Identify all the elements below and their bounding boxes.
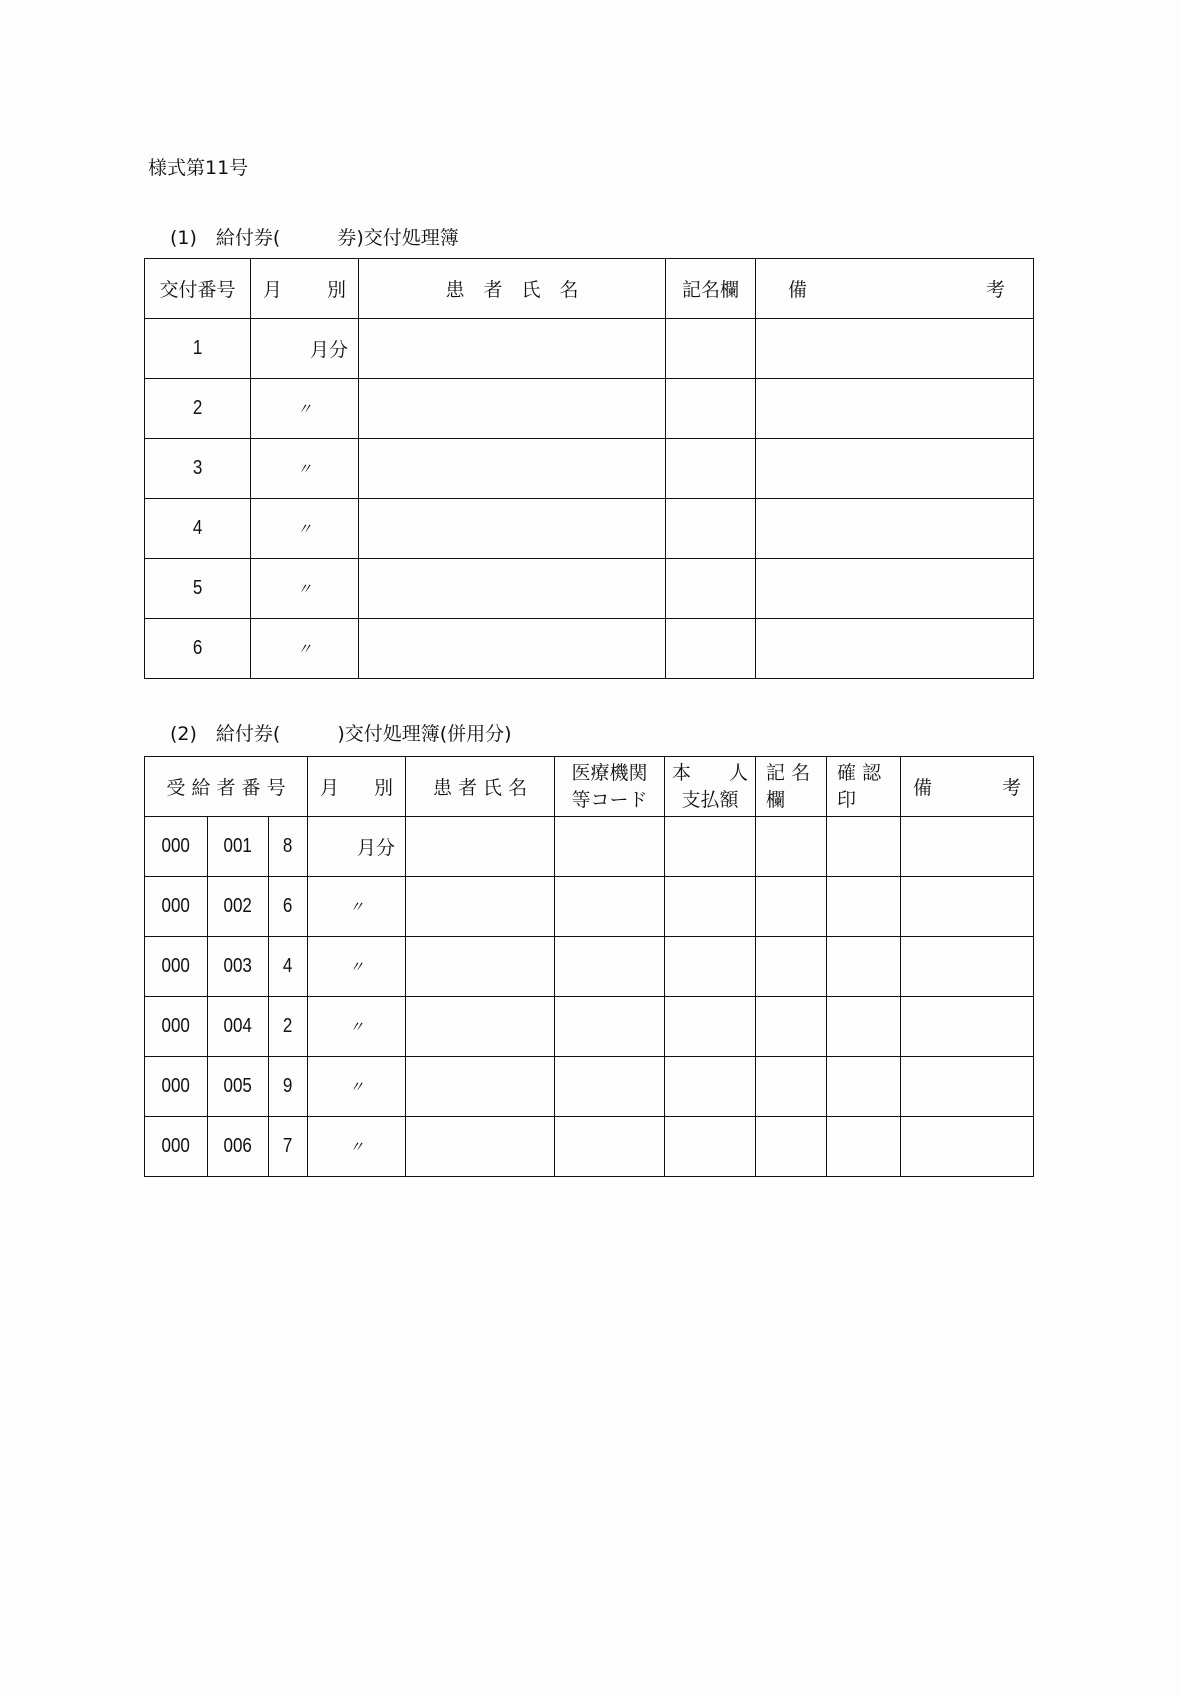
cell-patient-name[interactable] [359,319,666,379]
header-self-payment: 本 人 支払額 [665,757,756,817]
cell-check-digit: 7 [269,1117,308,1177]
cell-signature[interactable] [756,997,827,1057]
header-confirm-seal: 確 認 印 [827,757,901,817]
cell-remarks[interactable] [756,619,1034,679]
table-row [145,619,1034,679]
cell-self-payment[interactable] [665,817,756,877]
cell-check-digit: 4 [269,937,308,997]
table-row [145,559,1034,619]
table-row [145,499,1034,559]
cell-recipient-part2: 006 [208,1117,269,1177]
table-row [145,937,1034,997]
table-row [145,817,1034,877]
cell-confirm-seal[interactable] [827,877,901,937]
cell-number: 5 [145,559,251,619]
cell-number: 6 [145,619,251,679]
issuance-register-table [144,258,1034,679]
cell-signature[interactable] [756,877,827,937]
cell-month: 〃 [251,499,359,559]
cell-number: 2 [145,379,251,439]
cell-remarks[interactable] [756,319,1034,379]
cell-month: 〃 [308,997,406,1057]
cell-number: 3 [145,439,251,499]
cell-number: 1 [145,319,251,379]
combined-issuance-register-table [144,756,1034,1177]
cell-remarks[interactable] [901,817,1034,877]
header-month-b: 別 [326,279,346,301]
cell-remarks[interactable] [901,877,1034,937]
form-title: 様式第11号 [148,157,249,179]
cell-remarks[interactable] [901,1057,1034,1117]
cell-self-payment[interactable] [665,937,756,997]
cell-patient-name[interactable] [359,439,666,499]
cell-institution-code[interactable] [555,1117,665,1177]
cell-month: 月分 [308,817,406,877]
cell-month: 〃 [251,619,359,679]
cell-institution-code[interactable] [555,817,665,877]
cell-remarks[interactable] [756,439,1034,499]
header-remarks: 備 考 [901,757,1034,817]
cell-check-digit: 2 [269,997,308,1057]
cell-patient-name[interactable] [406,937,555,997]
cell-recipient-part1: 000 [145,1117,208,1177]
cell-month: 〃 [308,937,406,997]
cell-signature[interactable] [756,1057,827,1117]
header-remarks-a: 備 [788,279,808,301]
table-row [145,439,1034,499]
cell-month: 〃 [251,379,359,439]
cell-patient-name[interactable] [359,619,666,679]
cell-self-payment[interactable] [665,997,756,1057]
cell-self-payment[interactable] [665,1117,756,1177]
cell-institution-code[interactable] [555,1057,665,1117]
section2-label: (2) 給付券( )交付処理簿(併用分) [170,723,512,745]
cell-remarks[interactable] [901,1117,1034,1177]
table-row [145,1117,1034,1177]
cell-signature[interactable] [666,499,756,559]
header-month [251,259,359,319]
cell-self-payment[interactable] [665,877,756,937]
cell-remarks[interactable] [901,937,1034,997]
cell-signature[interactable] [666,379,756,439]
cell-check-digit: 8 [269,817,308,877]
cell-patient-name[interactable] [406,877,555,937]
cell-institution-code[interactable] [555,937,665,997]
cell-signature[interactable] [666,559,756,619]
cell-confirm-seal[interactable] [827,937,901,997]
cell-signature[interactable] [756,1117,827,1177]
cell-patient-name[interactable] [406,997,555,1057]
header-recipient-number: 受 給 者 番 号 [145,757,308,817]
cell-recipient-part1: 000 [145,817,208,877]
cell-check-digit: 9 [269,1057,308,1117]
header-patient-name: 患 者 氏 名 [406,757,555,817]
table-row [145,1057,1034,1117]
cell-remarks[interactable] [901,997,1034,1057]
cell-month: 〃 [308,1057,406,1117]
header-month-a: 月 [320,777,340,799]
cell-institution-code[interactable] [555,877,665,937]
cell-patient-name[interactable] [406,1057,555,1117]
cell-month: 月分 [251,319,359,379]
cell-recipient-part2: 002 [208,877,269,937]
table-header-row [145,259,1034,319]
cell-patient-name[interactable] [359,559,666,619]
cell-signature[interactable] [666,319,756,379]
cell-month: 〃 [308,877,406,937]
cell-month: 〃 [251,439,359,499]
cell-recipient-part2: 005 [208,1057,269,1117]
header-month-b: 別 [374,777,394,799]
section1-label: (1) 給付券( 券)交付処理簿 [170,227,459,249]
cell-recipient-part2: 001 [208,817,269,877]
cell-self-payment[interactable] [665,1057,756,1117]
table-row [145,877,1034,937]
header-patient-name: 患 者 氏 名 [359,259,666,319]
cell-number: 4 [145,499,251,559]
cell-recipient-part1: 000 [145,877,208,937]
cell-patient-name[interactable] [406,1117,555,1177]
cell-remarks[interactable] [756,559,1034,619]
cell-signature[interactable] [756,817,827,877]
cell-check-digit: 6 [269,877,308,937]
header-signature: 記 名 欄 [756,757,827,817]
cell-confirm-seal[interactable] [827,1117,901,1177]
table-row [145,319,1034,379]
cell-remarks[interactable] [756,499,1034,559]
header-remarks [756,259,1034,319]
cell-recipient-part1: 000 [145,997,208,1057]
cell-confirm-seal[interactable] [827,1057,901,1117]
cell-patient-name[interactable] [359,379,666,439]
cell-institution-code[interactable] [555,997,665,1057]
cell-patient-name[interactable] [359,499,666,559]
table-header-row [145,757,1034,817]
cell-recipient-part1: 000 [145,937,208,997]
header-month-a: 月 [263,279,283,301]
table-row [145,997,1034,1057]
cell-month: 〃 [251,559,359,619]
cell-recipient-part2: 003 [208,937,269,997]
cell-recipient-part1: 000 [145,1057,208,1117]
header-institution-code: 医療機関 等コード [555,757,665,817]
cell-remarks[interactable] [756,379,1034,439]
header-signature: 記名欄 [666,259,756,319]
cell-confirm-seal[interactable] [827,997,901,1057]
cell-signature[interactable] [666,439,756,499]
cell-month: 〃 [308,1117,406,1177]
cell-recipient-part2: 004 [208,997,269,1057]
header-month [308,757,406,817]
header-remarks-b: 考 [985,279,1005,301]
cell-signature[interactable] [756,937,827,997]
cell-confirm-seal[interactable] [827,817,901,877]
cell-patient-name[interactable] [406,817,555,877]
table-row [145,379,1034,439]
header-number: 交付番号 [145,259,251,319]
cell-signature[interactable] [666,619,756,679]
